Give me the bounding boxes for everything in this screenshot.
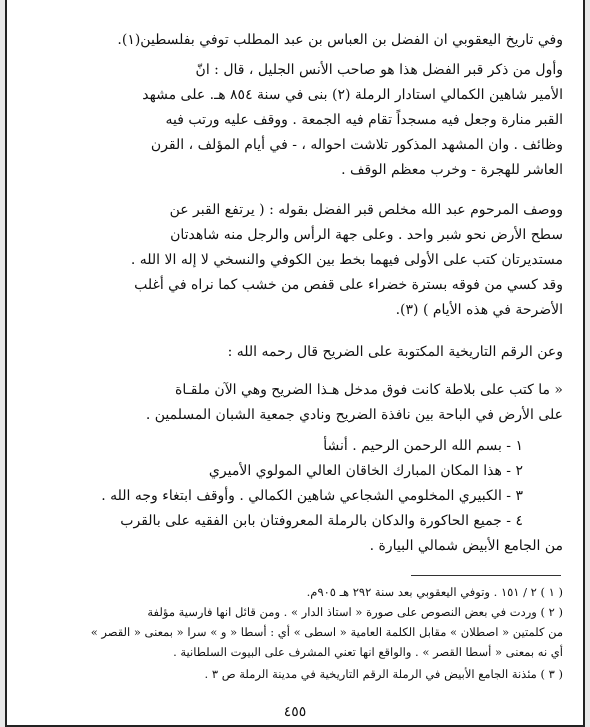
- footnote-separator: [411, 575, 561, 576]
- text-line: الأمير شاهين الكمالي استادار الرملة (٢) بنى في سنة ٨٥٤ هـ. على مشهد: [142, 87, 563, 103]
- document-page: [5, 0, 585, 727]
- text-line: وأول من ذكر قبر الفضل هذا هو صاحب الأنس الجليل ، قال : انّ: [195, 62, 563, 78]
- footnote-line: من كلمتين « اصطلان » مقابل الكلمة العامية « اسطى » أي : أسطا « و » سرا « بمعنى « القصر »: [90, 625, 563, 639]
- quote-line: على الأرض في الباحة بين نافذة الضريح ونادي جمعية الشبان المسلمين .: [145, 407, 563, 423]
- text-line: وقد كسي من فوقه بسترة خضراء على قفص من خشب كما نراه في أغلب: [134, 277, 563, 293]
- footnote-line: ( ١ ) ٢ / ١٥١ . وتوفي اليعقوبي بعد سنة ٢٩٢ هـ ٩٠٥م.: [306, 585, 563, 599]
- inscription-line: ٣ - الكبيري المخلومي الشجاعي شاهين الكمالي . وأوقف ابتغاء وجه الله .: [101, 488, 523, 504]
- text-line: الأضرحة في هذه الأيام ) (٣).: [395, 302, 563, 318]
- text-line: وفي تاريخ اليعقوبي ان الفضل بن العباس بن عبد المطلب توفي بفلسطين(١).: [117, 32, 563, 48]
- inscription-line: ٤ - جميع الحاكورة والدكان بالرملة المعروفتان بابن الفقيه على بالقرب: [120, 513, 523, 529]
- text-line: وعن الرقم التاريخية المكتوبة على الضريح قال رحمه الله :: [227, 344, 563, 360]
- inscription-line: من الجامع الأبيض شمالي البيارة .: [369, 538, 563, 554]
- text-line: العاشر للهجرة - وخرب معظم الوقف .: [341, 162, 563, 178]
- text-line: مستديرتان كتب على الأولى فيهما بخط بين الكوفي والنسخي لا إله الا الله .: [130, 252, 563, 268]
- footnote-line: أي نه بمعنى « أسطا القصر » . والواقع انها تعني المشرف على البيوت السلطانية .: [173, 645, 563, 659]
- text-line: ووصف المرحوم عبد الله مخلص قبر الفضل بقوله : ( يرتفع القبر عن: [169, 202, 563, 218]
- text-line: سطح الأرض نحو شبر واحد . وعلى جهة الرأس والرجل منه شاهدتان: [170, 227, 563, 243]
- page-number: ٤٥٥: [283, 704, 307, 720]
- text-line: وظائف . وان المشهد المذكور تلاشت احواله ، - في أيام المؤلف ، القرن: [150, 137, 563, 153]
- quote-line: « ما كتب على بلاطة كانت فوق مدخل هـذا الضريح وهي الآن ملقـاة: [175, 382, 563, 398]
- footnote-line: ( ٢ ) وردت في بعض النصوص على صورة « استاذ الدار » . ومن قائل انها فارسية مؤلفة: [147, 605, 563, 619]
- text-line: القبر منارة وجعل فيه مسجداً تقام فيه الجمعة . ووقف عليه ورتب فيه: [165, 112, 563, 128]
- inscription-line: ١ - بسم الله الرحمن الرحيم . أنشأ: [323, 438, 523, 454]
- footnote-line: ( ٣ ) مئذنة الجامع الأبيض في الرملة الرقم التاريخية في مدينة الرملة ص ٣ .: [204, 667, 563, 681]
- inscription-line: ٢ - هذا المكان المبارك الخاقان العالي المولوي الأميري: [208, 463, 523, 479]
